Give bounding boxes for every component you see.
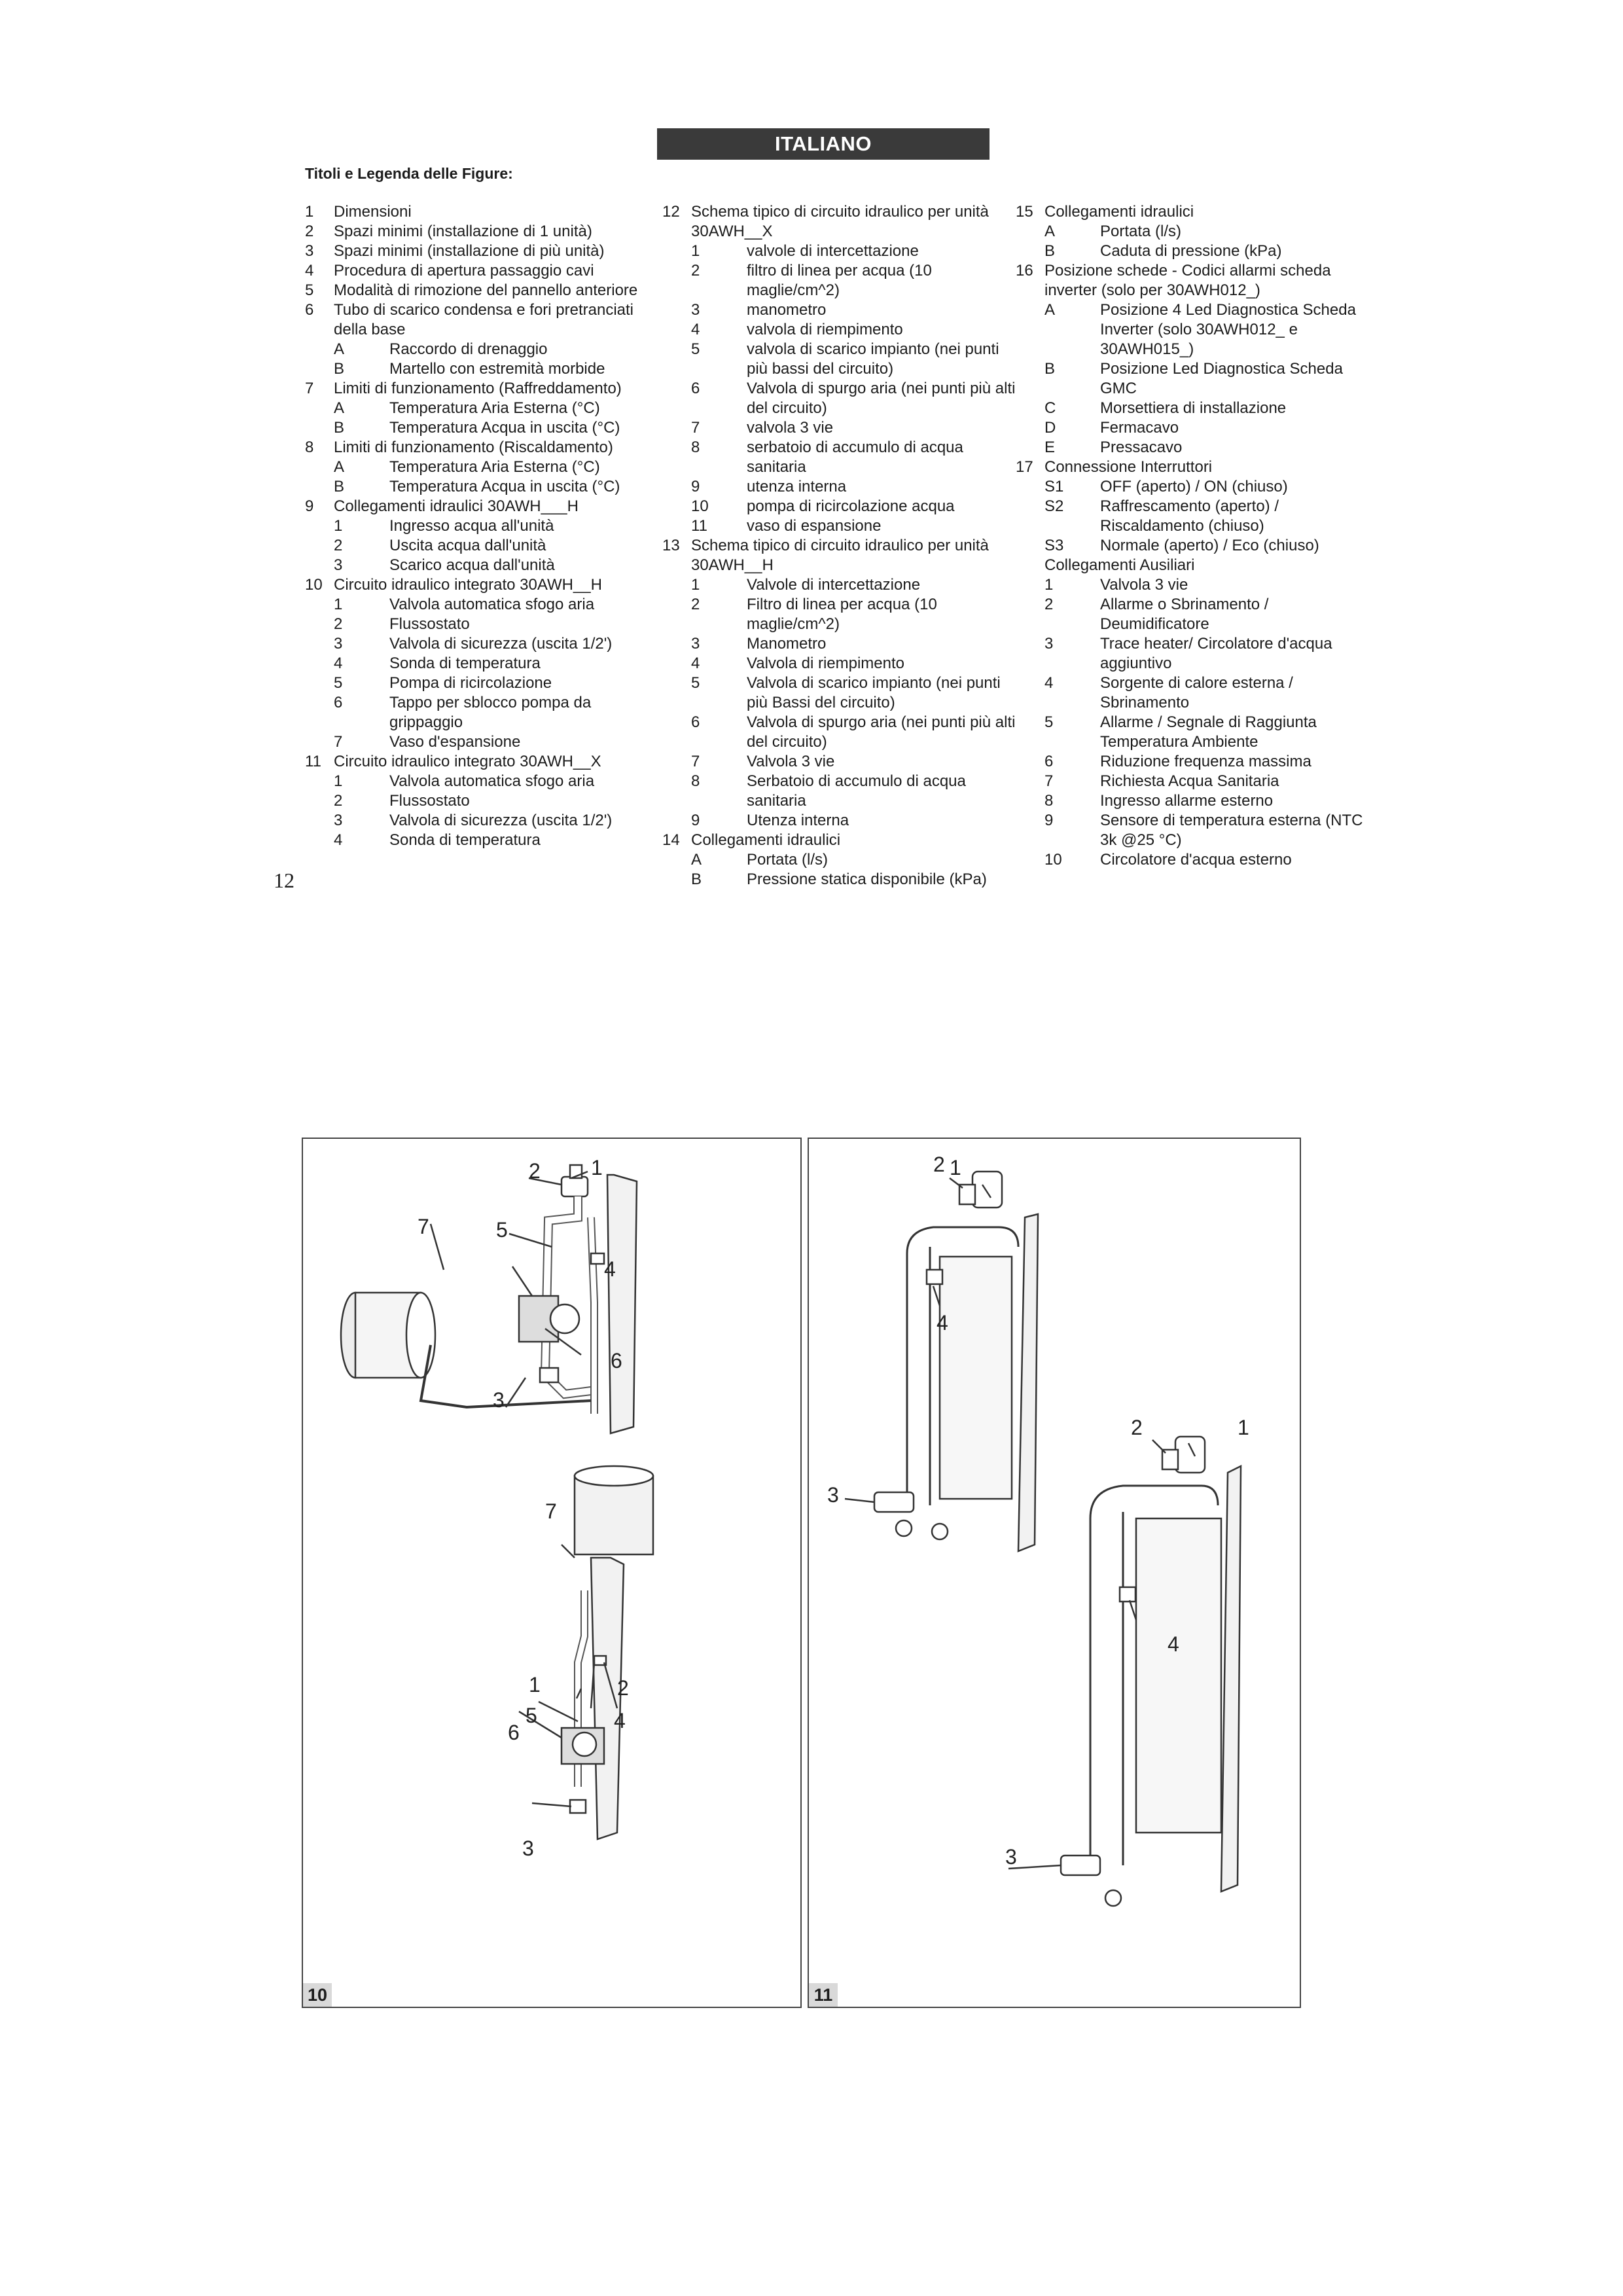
legend-sub-text: Serbatoio di accumulo di acqua sanitaria — [747, 772, 966, 810]
legend-sub-key: 4 — [1044, 674, 1054, 692]
legend-sub-key: S1 — [1044, 478, 1064, 495]
legend-sub-key: B — [334, 478, 345, 495]
legend-entry-number: 10 — [305, 576, 323, 594]
legend-sub-text: utenza interna — [747, 478, 847, 495]
legend-sub-item — [305, 693, 668, 732]
legend-sub-item — [305, 654, 668, 673]
legend-entry — [1016, 261, 1369, 300]
legend-sub-item — [305, 516, 668, 536]
legend-sub-item — [662, 340, 1016, 379]
callout-6-lower: 6 — [508, 1721, 520, 1744]
legend-sub-item — [1016, 438, 1369, 457]
callout-2-lower: 2 — [1131, 1416, 1143, 1439]
legend-sub-item — [662, 379, 1016, 418]
legend-sub-item — [1016, 595, 1369, 634]
legend-sub-text: Allarme o Sbrinamento / Deumidificatore — [1100, 596, 1269, 633]
legend-sub-key: A — [334, 340, 345, 358]
legend-entry-title: Schema tipico di circuito idraulico per unità 30AWH__H — [691, 537, 989, 574]
legend-sub-text: Flussostato — [389, 792, 470, 810]
legend-sub-key: 1 — [1044, 576, 1054, 594]
callout-1-lower: 1 — [1238, 1416, 1249, 1439]
legend-sub-item — [662, 320, 1016, 340]
legend-sub-item — [305, 359, 668, 379]
safety-valve — [874, 1492, 914, 1512]
legend-sub-text: filtro di linea per acqua (10 maglie/cm^2) — [747, 262, 932, 299]
plate-heat-exchanger-lower — [1136, 1518, 1221, 1833]
legend-entry-title: Limiti di funzionamento (Raffreddamento) — [334, 380, 622, 397]
legend-sub-key: 3 — [691, 301, 700, 319]
legend-sub-key: 6 — [334, 694, 343, 711]
legend-entry-number: 4 — [305, 262, 314, 279]
legend-sub-key: B — [1044, 242, 1056, 260]
callout-4: 4 — [936, 1311, 948, 1335]
legend-sub-text: Sorgente di calore esterna / Sbrinamento — [1100, 674, 1293, 711]
legend-sub-key: 2 — [334, 537, 343, 554]
callout-3: 3 — [493, 1388, 505, 1412]
legend-sub-key: 4 — [334, 831, 343, 849]
legend-sub-text: Filtro di linea per acqua (10 maglie/cm^2) — [747, 596, 937, 633]
air-vent-valve — [562, 1177, 588, 1196]
legend-sub-item — [662, 261, 1016, 300]
legend-sub-key: 5 — [691, 340, 700, 358]
legend-sub-text: Normale (aperto) / Eco (chiuso) — [1100, 537, 1319, 554]
plate-heat-exchanger — [940, 1257, 1012, 1499]
legend-sub-item — [662, 516, 1016, 536]
legend-entry-number: 12 — [662, 203, 680, 221]
legend-sub-key: 9 — [691, 812, 700, 829]
legend-sub-text: Valvola 3 vie — [747, 753, 835, 770]
legend-entry-title: Dimensioni — [334, 203, 412, 221]
callout-3: 3 — [827, 1483, 839, 1507]
legend-sub-item — [305, 615, 668, 634]
legend-sub-text: Valvola automatica sfogo aria — [389, 772, 595, 790]
legend-sub-item — [1016, 850, 1369, 870]
legend-sub-key: B — [1044, 360, 1056, 378]
legend-entry-title: Connessione Interruttori — [1044, 458, 1213, 476]
legend-sub-text: Tappo per sblocco pompa da grippaggio — [389, 694, 592, 731]
legend-entry — [305, 202, 668, 222]
mounting-plate — [1018, 1214, 1038, 1551]
legend-sub-item — [305, 399, 668, 418]
legend-sub-text: Manometro — [747, 635, 827, 653]
legend-sub-item — [662, 575, 1016, 595]
legend-sub-key: 11 — [691, 517, 707, 535]
legend-sub-item — [662, 634, 1016, 654]
legend-sub-text: Scarico acqua dall'unità — [389, 556, 555, 574]
legend-sub-key: E — [1044, 439, 1056, 456]
legend-sub-text: Valvola di sicurezza (uscita 1/2') — [389, 635, 613, 653]
legend-sub-item — [305, 418, 668, 438]
legend-sub-item — [662, 418, 1016, 438]
legend-sub-key: A — [691, 851, 702, 869]
callout-2-lower: 2 — [617, 1676, 629, 1700]
callout-1-lower: 1 — [529, 1673, 541, 1696]
legend-sub-key: 3 — [334, 812, 343, 829]
legend-entry — [305, 242, 668, 261]
figure-11-hydraulic-circuit-x — [808, 1138, 1301, 2008]
legend-sub-text: Martello con estremità morbide — [389, 360, 605, 378]
legend-sub-item — [1016, 772, 1369, 791]
legend-sub-key: 9 — [1044, 812, 1054, 829]
legend-sub-item — [1016, 477, 1369, 497]
legend-sub-text: Flussostato — [389, 615, 470, 633]
legend-entry — [305, 752, 668, 772]
legend-sub-text: Uscita acqua dall'unità — [389, 537, 546, 554]
legend-entry — [1016, 202, 1369, 222]
legend-sub-key: C — [1044, 399, 1056, 417]
expansion-vessel-lower — [575, 1476, 653, 1554]
legend-sub-text: Vaso d'espansione — [389, 733, 521, 751]
legend-entry — [305, 261, 668, 281]
legend-sub-text: Temperatura Acqua in uscita (°C) — [389, 478, 620, 495]
legend-sub-item — [662, 477, 1016, 497]
legend-sub-key: 7 — [691, 753, 700, 770]
callout-6: 6 — [611, 1349, 622, 1372]
legend-entry — [662, 536, 1016, 575]
legend-sub-item — [662, 752, 1016, 772]
legend-sub-text: OFF (aperto) / ON (chiuso) — [1100, 478, 1288, 495]
legend-sub-text: pompa di ricircolazione acqua — [747, 497, 955, 515]
figure-number-tag: 10 — [303, 1983, 332, 2007]
legend-entry-number: 8 — [305, 439, 314, 456]
legend-sub-text: Valvole di intercettazione — [747, 576, 921, 594]
legend-sub-item — [305, 673, 668, 693]
legend-entry-title: Modalità di rimozione del pannello anteriore — [334, 281, 638, 299]
legend-sub-key: 6 — [691, 713, 700, 731]
legend-entry-title: Spazi minimi (installazione di 1 unità) — [334, 223, 592, 240]
legend-sub-text: Ingresso allarme esterno — [1100, 792, 1274, 810]
legend-sub-text: Temperatura Acqua in uscita (°C) — [389, 419, 620, 437]
figure-number-tag: 11 — [809, 1983, 838, 2007]
temperature-probe-lower — [1120, 1587, 1135, 1602]
legend-sub-text: serbatoio di accumulo di acqua sanitaria — [747, 439, 963, 476]
legend-sub-key: S2 — [1044, 497, 1064, 515]
legend-sub-key: 6 — [1044, 753, 1054, 770]
legend-sub-text: valvola di riempimento — [747, 321, 903, 338]
legend-sub-item — [662, 870, 1016, 889]
legend-entry-number: 11 — [305, 753, 321, 770]
legend-sub-item — [1016, 575, 1369, 595]
legend-sub-key: 4 — [691, 655, 700, 672]
legend-sub-key: 3 — [334, 556, 343, 574]
legend-sub-key: A — [1044, 223, 1056, 240]
legend-sub-item — [1016, 418, 1369, 438]
legend-sub-key: 3 — [334, 635, 343, 653]
legend-sub-item — [305, 732, 668, 752]
legend-sub-key: 6 — [691, 380, 700, 397]
legend-sub-key: 3 — [1044, 635, 1054, 653]
legend-entry-title: Circuito idraulico integrato 30AWH__H — [334, 576, 602, 594]
legend-sub-item — [305, 536, 668, 556]
legend-sub-item — [1016, 713, 1369, 752]
page-number: 12 — [274, 869, 294, 892]
legend-sub-text: Sensore di temperatura esterna (NTC 3k @25 °C) — [1100, 812, 1363, 849]
legend-entry-number: 14 — [662, 831, 680, 849]
legend-sub-item — [305, 791, 668, 811]
legend-sub-text: Valvola automatica sfogo aria — [389, 596, 595, 613]
legend-column-2 — [662, 202, 1016, 889]
legend-sub-text: Raffrescamento (aperto) / Riscaldamento (chiuso) — [1100, 497, 1279, 535]
air-vent-valve — [972, 1172, 1002, 1208]
legend-sub-text: vaso di espansione — [747, 517, 882, 535]
legend-sub-key: 3 — [691, 635, 700, 653]
legend-sub-item — [305, 457, 668, 477]
legend-entry — [305, 300, 668, 340]
legend-entry-title: Schema tipico di circuito idraulico per unità 30AWH__X — [691, 203, 989, 240]
legend-entry — [662, 202, 1016, 242]
legend-sub-key: 7 — [691, 419, 700, 437]
legend-sub-item — [662, 300, 1016, 320]
legend-sub-text: Trace heater/ Circolatore d'acqua aggiuntivo — [1100, 635, 1332, 672]
legend-sub-key: A — [334, 399, 345, 417]
legend-sub-text: Pressacavo — [1100, 439, 1183, 456]
legend-entry — [305, 497, 668, 516]
legend-entry — [305, 222, 668, 242]
legend-sub-key: 1 — [334, 517, 343, 535]
legend-sub-item — [662, 772, 1016, 811]
legend-sub-key: 9 — [691, 478, 700, 495]
legend-sub-item — [662, 811, 1016, 831]
temperature-probe — [927, 1270, 942, 1284]
legend-entry-number: 7 — [305, 380, 314, 397]
temperature-probe — [591, 1253, 604, 1264]
legend-entry — [305, 281, 668, 300]
legend-entry-number: 15 — [1016, 203, 1033, 221]
legend-sub-item — [662, 242, 1016, 261]
legend-sub-item — [662, 673, 1016, 713]
legend-sub-text: Temperatura Aria Esterna (°C) — [389, 399, 600, 417]
legend-sub-item — [1016, 634, 1369, 673]
legend-sub-key: 1 — [691, 242, 700, 260]
legend-sub-text: Valvola 3 vie — [1100, 576, 1188, 594]
legend-sub-key: 7 — [334, 733, 343, 751]
legend-sub-key: 2 — [334, 792, 343, 810]
callout-2: 2 — [529, 1159, 541, 1183]
legend-sub-text: Portata (l/s) — [747, 851, 829, 869]
legend-sub-item — [662, 850, 1016, 870]
legend-sub-text: Valvola di spurgo aria (nei punti più alti del circuito) — [747, 713, 1016, 751]
pump-unlock-cap — [550, 1304, 579, 1333]
legend-sub-item — [305, 595, 668, 615]
legend-sub-key: 2 — [691, 596, 700, 613]
figure-10-hydraulic-circuit-h — [302, 1138, 802, 2008]
legend-sub-item — [305, 340, 668, 359]
legend-sub-text: Pressione statica disponibile (kPa) — [747, 870, 987, 888]
legend-sub-text: Morsettiera di installazione — [1100, 399, 1287, 417]
legend-sub-item — [1016, 399, 1369, 418]
legend-entry-number: 5 — [305, 281, 314, 299]
legend-sub-key: 4 — [691, 321, 700, 338]
legend-sub-item — [1016, 811, 1369, 850]
legend-sub-item — [662, 654, 1016, 673]
legend-sub-text: Sonda di temperatura — [389, 655, 541, 672]
legend-entry — [1016, 556, 1369, 575]
legend-entry-title: Collegamenti idraulici — [691, 831, 841, 849]
legend-sub-text: Pompa di ricircolazione — [389, 674, 552, 692]
legend-entry — [305, 379, 668, 399]
legend-sub-item — [662, 713, 1016, 752]
legend-sub-item — [305, 477, 668, 497]
legend-sub-key: 2 — [691, 262, 700, 279]
legend-entry-number: 13 — [662, 537, 680, 554]
legend-sub-text: Utenza interna — [747, 812, 849, 829]
mounting-plate-lower — [1221, 1466, 1241, 1892]
legend-entry-title: Collegamenti Ausiliari — [1044, 556, 1195, 574]
legend-sub-item — [1016, 497, 1369, 536]
legend-sub-item — [305, 811, 668, 831]
legend-sub-key: A — [1044, 301, 1056, 319]
callout-7: 7 — [418, 1215, 429, 1238]
legend-sub-text: valvola di scarico impianto (nei punti più bassi del circuito) — [747, 340, 999, 378]
legend-sub-key: D — [1044, 419, 1056, 437]
legend-sub-key: S3 — [1044, 537, 1064, 554]
legend-sub-item — [305, 634, 668, 654]
legend-entry-number: 1 — [305, 203, 314, 221]
callout-5-lower: 5 — [526, 1704, 537, 1727]
legend-sub-key: 10 — [1044, 851, 1062, 869]
legend-sub-text: Portata (l/s) — [1100, 223, 1182, 240]
legend-sub-key: 1 — [334, 596, 343, 613]
legend-entry-title: Collegamenti idraulici 30AWH___H — [334, 497, 579, 515]
callout-1: 1 — [591, 1156, 603, 1179]
callout-5: 5 — [496, 1218, 508, 1242]
legend-sub-text: valvola 3 vie — [747, 419, 834, 437]
legend-sub-item — [1016, 791, 1369, 811]
legend-sub-text: Valvola di spurgo aria (nei punti più alti del circuito) — [747, 380, 1016, 417]
legend-sub-text: manometro — [747, 301, 827, 319]
legend-sub-text: Posizione 4 Led Diagnostica Scheda Inverter (solo 30AWH012_ e 30AWH015_) — [1100, 301, 1356, 358]
legend-sub-item — [1016, 222, 1369, 242]
legend-entry-title: Procedura di apertura passaggio cavi — [334, 262, 594, 279]
legend-sub-text: Sonda di temperatura — [389, 831, 541, 849]
legend-sub-key: 8 — [691, 772, 700, 790]
legend-entry-title: Posizione schede - Codici allarmi scheda inverter (solo per 30AWH012_) — [1044, 262, 1331, 299]
legend-sub-item — [1016, 359, 1369, 399]
legend-sub-key: 5 — [1044, 713, 1054, 731]
legend-sub-key: B — [334, 360, 345, 378]
legend-entry — [662, 831, 1016, 850]
legend-entry-number: 6 — [305, 301, 314, 319]
legend-sub-key: 8 — [691, 439, 700, 456]
legend-sub-text: Valvola di scarico impianto (nei punti più Bassi del circuito) — [747, 674, 1001, 711]
safety-valve-lower — [570, 1800, 586, 1813]
figure-11-drawing — [809, 1139, 1300, 2007]
legend-column-3 — [1016, 202, 1369, 870]
legend-entry-title: Collegamenti idraulici — [1044, 203, 1194, 221]
callout-4-lower: 4 — [614, 1709, 626, 1732]
legend-sub-text: valvole di intercettazione — [747, 242, 919, 260]
callout-1: 1 — [950, 1156, 961, 1179]
legend-sub-item — [305, 831, 668, 850]
legend-sub-key: 2 — [1044, 596, 1054, 613]
legend-sub-key: A — [334, 458, 345, 476]
legend-sub-key: B — [334, 419, 345, 437]
legend-column-1 — [305, 202, 668, 850]
safety-valve-lower — [1061, 1856, 1100, 1875]
legend-sub-key: 2 — [334, 615, 343, 633]
mounting-plate — [607, 1175, 637, 1433]
legend-entry — [1016, 457, 1369, 477]
legend-sub-text: Ingresso acqua all'unità — [389, 517, 554, 535]
legend-sub-key: 1 — [334, 772, 343, 790]
legend-sub-text: Raccordo di drenaggio — [389, 340, 548, 358]
legend-sub-item — [1016, 752, 1369, 772]
callout-3-lower: 3 — [1005, 1845, 1017, 1869]
language-banner: ITALIANO — [657, 128, 990, 160]
legend-title: Titoli e Legenda delle Figure: — [305, 165, 513, 182]
callout-3-lower: 3 — [522, 1837, 534, 1860]
legend-entry-title: Circuito idraulico integrato 30AWH__X — [334, 753, 601, 770]
legend-sub-text: Fermacavo — [1100, 419, 1179, 437]
legend-entry — [305, 575, 668, 595]
legend-sub-item — [1016, 673, 1369, 713]
legend-sub-key: 5 — [334, 674, 343, 692]
legend-entry-title: Tubo di scarico condensa e fori pretranciati della base — [334, 301, 634, 338]
legend-sub-item — [662, 438, 1016, 477]
callout-4-lower: 4 — [1168, 1632, 1179, 1656]
legend-sub-text: Circolatore d'acqua esterno — [1100, 851, 1292, 869]
legend-sub-text: Valvola di sicurezza (uscita 1/2') — [389, 812, 613, 829]
legend-sub-item — [1016, 300, 1369, 359]
legend-sub-item — [305, 556, 668, 575]
legend-sub-key: 4 — [334, 655, 343, 672]
legend-entry-title: Spazi minimi (installazione di più unità) — [334, 242, 605, 260]
legend-entry-number: 3 — [305, 242, 314, 260]
legend-sub-text: Allarme / Segnale di Raggiunta Temperatura Ambiente — [1100, 713, 1317, 751]
legend-sub-item — [1016, 242, 1369, 261]
legend-sub-text: Valvola di riempimento — [747, 655, 904, 672]
legend-sub-key: 5 — [691, 674, 700, 692]
legend-sub-key: 1 — [691, 576, 700, 594]
legend-sub-key: B — [691, 870, 702, 888]
legend-sub-item — [662, 595, 1016, 634]
legend-sub-key: 7 — [1044, 772, 1054, 790]
legend-sub-item — [1016, 536, 1369, 556]
legend-entry-title: Limiti di funzionamento (Riscaldamento) — [334, 439, 613, 456]
figure-10-drawing — [303, 1139, 800, 2007]
legend-sub-text: Caduta di pressione (kPa) — [1100, 242, 1282, 260]
legend-sub-text: Richiesta Acqua Sanitaria — [1100, 772, 1279, 790]
legend-entry-number: 9 — [305, 497, 314, 515]
safety-valve — [540, 1368, 558, 1382]
callout-4: 4 — [604, 1257, 616, 1281]
legend-sub-key: 10 — [691, 497, 709, 515]
legend-entry-number: 2 — [305, 223, 314, 240]
legend-sub-text: Posizione Led Diagnostica Scheda GMC — [1100, 360, 1343, 397]
callout-2: 2 — [933, 1153, 945, 1176]
air-vent-valve-lower — [1175, 1437, 1205, 1473]
legend-sub-key: 8 — [1044, 792, 1054, 810]
legend-sub-text: Riduzione frequenza massima — [1100, 753, 1311, 770]
callout-7-lower: 7 — [545, 1499, 557, 1523]
legend-entry — [305, 438, 668, 457]
legend-entry-number: 16 — [1016, 262, 1033, 279]
legend-sub-item — [305, 772, 668, 791]
legend-sub-item — [662, 497, 1016, 516]
legend-entry-number: 17 — [1016, 458, 1033, 476]
legend-sub-text: Temperatura Aria Esterna (°C) — [389, 458, 600, 476]
